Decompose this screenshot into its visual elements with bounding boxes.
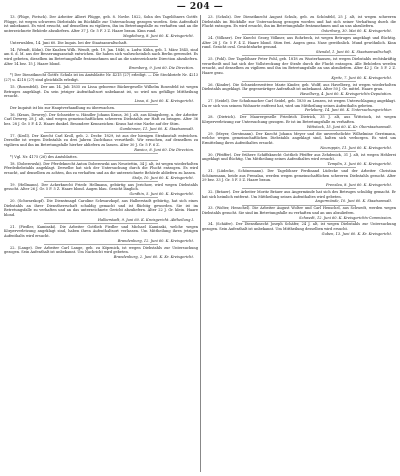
notice-signature: Rawicz, 8. Juni 60. Die Direction. (134, 147, 194, 152)
notice-entry (4, 155, 198, 160)
notice-entry (4, 73, 198, 82)
notice-text: *) Der Dienstknecht Gottfr. Schulz ist im Amtsblatte Nr. 4215 (27) erledigt. — Die Steckbriefe Nr. 4213 (27) u. 4218 (27) sind gleichfalls erledigt. (4, 73, 198, 82)
notice-text: 22. (Lange). Der Arbeiter Carl Lange, geb. zu Köpenick, ist wegen Diebstahls zur Untersuchung gezogen. Sein Aufenthalt ist unbekannt. Um Nachricht wird gebeten. (4, 245, 198, 255)
notice-text: 19. (Hellmann). Der Ackerknecht Friedr. Hellmann, gebürtig aus Jerichow, wird wegen Diebstahls gesucht. Alter 26 J. Gr. 5 F. 5 Z. Haare blond. Augen blau. Gesicht länglich. (4, 182, 198, 192)
notice-signature: Templin, 3. Juni 60. K. Kreisgericht. (327, 162, 392, 166)
notice-signature: Genthin, 5. Juni 60. K. Kreisgericht. (129, 192, 194, 197)
notice-entry (202, 57, 396, 81)
notice-entry (4, 15, 198, 39)
column-right (202, 15, 396, 472)
notice-signature: Gumbinnen, 11. Juni 60. K. Staatsanwalt. (119, 126, 194, 131)
notice-entry (202, 153, 396, 167)
notice-signature: Brandenburg, 12. Juni 60. K. Kreisgericht. (117, 238, 194, 243)
notice-text: 31. (Lüdecke, Schönemann). Der Tagelöhner Ferdinand Lüdecke und der Arbeiter Christian Schönemann, beide aus Prenzlau, werden wegen gemeinschaftlichen schweren Diebstahls gesucht. Alter 29 bez. 33 J. Gr. 5 F. 5 Z. Haare braun. (202, 168, 396, 183)
notice-entry (202, 115, 396, 129)
notice-signature: Kyritz, 7. Juni 60. K. Kreisgericht. (331, 75, 392, 80)
notice-text: 17. (Kroll). Der Knecht Carl Kroll, geb. 2. Decbr. 1829, ist aus der hiesigen Strafanstalt entwichen. Derselbe ist wegen Diebstahls zu drei Jahren Zuchthaus verurtheilt. Wir ersuchen, auf denselben zu vigiliren und ihn im Betretungsfalle hierher abliefern zu lassen. Alter 30 J. Gr. 5 F. 6 Z. (4, 133, 198, 148)
notice-signature: Schwedt, 12. Juni 60. K. Kreisgerichts-Commission. (299, 215, 392, 220)
notice-signature: Stendal, 1. Juni 60. K. Staatsanwaltschaft. (316, 50, 392, 55)
notice-text: 33. (Wolter, Henschel). Die Arbeiter August Wolter und Carl Henschel, aus Schwedt, werden wegen Diebstahls gesucht. Sie sind im Betretungsfalle zu verhaften und an uns abzuliefern. (202, 206, 396, 215)
notice-entry (4, 85, 198, 104)
notice-entry (202, 206, 396, 220)
notice-text: Unterwalden, 14. Juni 60. Die Inquis. bei der Staatsanwaltschaft. (10, 40, 128, 45)
notice-signature: Magdeburg, 8. Juni 60. K. Kreisgericht. (122, 33, 194, 38)
notice-text: 26. (Kinder). Die Schneiderswittwe Marie Kinder, geb. Wolff, aus Havelberg, ist wegen wiederholten Diebstahls angeklagt. Ihr gegenwärtiger Aufenthalt ist unbekannt. Alter 50 J. Gr. mittel. Haare grau. (202, 82, 396, 92)
notice-signature: Brandenburg, 2. Juni 60. K. Kr. Kreisgericht. (113, 255, 194, 260)
notice-text: 34. (Schäfer). Der Dienstknecht Joseph Schäfer, 24 J. alt, ist wegen Diebstahls zur Untersuchung gezogen. Sein Aufenthalt ist unbekannt. Um Mittheilung desselben wird ersucht. (202, 222, 396, 232)
notice-entry (4, 225, 198, 244)
notice-entry (4, 162, 198, 181)
notice-entry (202, 169, 396, 188)
notice-text: 13. (Plüge, Pietsch). Der Arbeiter Albert Plügge, geb. 8. Novbr. 1822, Sohn des Tagelöhners Gottfr. Plügge, ist wegen schweren Diebstahls im Rückfalle zur Untersuchung gezogen worden. Sein Aufenthalt ist unbekannt. Es wird ersucht, auf denselben zu vigiliren, ihn im Betretungsfalle zu verhaften und an die unterzeichnete Behörde abzuliefern. Alter 37 J. Gr. 5 F. 3 Z. Haare braun. Kinn rund. (4, 15, 198, 34)
notice-signature: Havelberg, 4. Juni 60. K. Kreisgerichts-Deputation. (300, 92, 392, 97)
notice-entry (202, 190, 396, 204)
notice-signature: Perleberg, 14. Juni 60. K. Untersuchungsrichter. (304, 108, 392, 113)
notice-entry (202, 132, 396, 151)
notice-entry (202, 15, 396, 34)
notice-text: *) Vgl. Nr. 4175 (26) des Amtsblattes. (10, 154, 78, 159)
notice-signature: Angermünde, 10. Juni 60. K. Staatsanwalt. (315, 199, 392, 204)
column-left (4, 15, 198, 472)
notice-entry (4, 106, 198, 111)
notice-signature: Lissa, 6. Juni 60. K. Kreisgericht. (134, 99, 194, 103)
notice-text: 25. (Pohl). Der Tagelöhner Peter Pohl, geb. 1818 zu Wusterhausen, ist wegen Diebstahls rechtskräftig verurtheilt und hat sich der Vollstreckung der Strafe durch die Flucht entzogen. Alle Behörden werden ersucht, auf denselben zu vigiliren und ihn im Betretungsfalle an uns abzuliefern. Alter 42 J. Gr. 5 F. 2 Z. Haare grau. (202, 57, 396, 76)
notice-text: 32. (Bräuer). Der Arbeiter Moritz Bräuer aus Angermünde hat sich des Betruges schuldig gemacht. Er hat sich heimlich entfernt. Um Mittheilung seines Aufenthaltes wird gebeten. (202, 189, 396, 199)
notice-entry (202, 36, 396, 55)
notice-signature: Prenzlau, 8. Juni 60. K. Kreisgericht. (326, 183, 392, 187)
notice-entry (4, 113, 198, 132)
notice-text: 30. (Pfeiffer). Der frühere Schiffsknecht Gottlieb Pfeiffer aus Zehdenick, 31 J. alt, ist wegen Hehlerei angeklagt und flüchtig. Um Mittheilung seines Aufenthaltes wird ersucht. (202, 152, 396, 162)
notice-signature: Osterburg, 30. Mai 60. K. Kreisgericht. (321, 29, 392, 34)
notice-signature: Bromberg, 9. Juni 60. Die Direction. (129, 66, 194, 71)
notice-text: Der Inquisit ist bis zur Hauptverhandlung zu überwachen. (10, 105, 116, 110)
page-number: — 204 — (176, 2, 224, 12)
notice-entry (202, 83, 396, 97)
notice-text: 28. (Dietrich). Der Maurergeselle Friedrich Dietrich, 35 J. alt, aus Wittstock, ist wegen Körperverletzung zur Untersuchung gezogen. Er ist im Betretungsfalle zu verhaften. (202, 115, 396, 124)
notice-entry (202, 99, 396, 113)
notice-entry (4, 199, 198, 223)
notice-text: 27. (Seidel). Der Schuhmacher Carl Seidel, geb. 1830 zu Lenzen, ist wegen Unterschlagung angeklagt. Da er sich von seinem Wohnorte entfernt hat, wird um Mittheilung seines Aufenthalts gebeten. (202, 99, 396, 108)
notice-signature: Wittstock, 15. Juni 60. K. Kr. Oberstaatsanwalt. (306, 124, 392, 129)
notice-entry (4, 41, 198, 46)
notice-signature: Halberstadt, 9. Juni 60. K. Kreisgericht. Abtheilung I. (97, 217, 194, 222)
notice-text: 29. (Meyer, Gerstmann). Der Knecht Johann Meyer und die unverehelichte Wilhelmine Gerstmann, welche wegen gemeinschaftlichen Diebstahls angeklagt sind, halten sich verborgen. Es wird um Ermittelung ihres Aufenthaltes ersucht. (202, 131, 396, 145)
notice-text: 21. (Fiedler, Kaminski). Die Arbeiter Gottlieb Fiedler und Michael Kaminski, welche wegen Körperverletzung angeklagt sind, haben ihren Aufenthaltsort verlassen. Um Mittheilung ihres jetzigen Aufenthalts wird ersucht. (4, 224, 198, 239)
columns (4, 15, 396, 472)
notice-entry (4, 134, 198, 153)
notice-text: 16. (Kraus, Dewrey). Der Schneider u. Händler Johann Kraus, 36 J. alt, aus Königsberg, u. der Arbeiter Carl Dewrey, 28 J. alt, sind wegen gemeinschaftlichen schweren Diebstahls zur Haft zu bringen. Alter 36 bez. 28 J. Gr. 5 F. 4 Z. Haare dunkel. Besondere Kennzeichen: Kraus hat eine Narbe auf der Stirn. (4, 112, 198, 127)
notice-text: 14. (Wendt, Kühn). Die Knaben Wilh. Wendt, geb. 19. Jan. 1846, u. Ludw. Kühn, geb. 1. März 1845, sind am 6. d. M. aus der Besserungsanstalt entwichen. Sie haben sich wahrscheinlich nach Berlin gewendet. Es wird gebeten, dieselben im Betretungsfalle festzunehmen und an die unterzeichnete Direction abzuliefern. Alter 14 bez. 15 J. Haare blond. (4, 47, 198, 66)
notice-text: 18. (Doberowski). Der Pferdeknecht Anton Doberowski aus Neustettin, 34 J. alt, ist wegen wiederholten Pferdediebstahls angeklagt. Derselbe hat sich der Untersuchung durch die Flucht entzogen. Es wird ersucht, auf denselben zu achten, ihn zu verhaften und an die unterzeichnete Behörde abliefern zu lassen. (4, 161, 198, 176)
notice-text: 24. (Völkner). Der Knecht Georg Völkner, aus Rohrbeck, ist wegen Betruges angeklagt und flüchtig. Alter 28 J. Gr. 5 F. 4 Z. Haare blond. Stirn frei. Augen grau. Nase gewöhnlich. Mund gewöhnlich. Kinn rund. Gesicht oval. Gesichtsfarbe gesund. (202, 36, 396, 50)
notice-entry (4, 48, 198, 72)
notice-entry (4, 246, 198, 260)
notice-signature: Guben, 13. Juni 60. K. Kr. Kreisgericht. (321, 231, 392, 236)
column-divider (200, 15, 201, 472)
notice-entry (4, 183, 198, 197)
notice-entry (202, 222, 396, 236)
notice-signature: Neuruppin, 11. Juni 60. K. Kreisgericht. (320, 145, 392, 150)
notice-text: 15. (Rosenfeld). Der am 14. Juli 1835 zu Lissa geborene Bäckergeselle Wilhelm Rosenfeld ist wegen Betruges angeklagt. Da sein jetziger Aufenthaltsort unbekannt ist, so wird um gefällige Mittheilung ersucht. (4, 84, 198, 99)
notice-text: 23. (Schulz). Der Dienstknecht August Schulz, geb. zu Schönfeld, 25 J. alt, ist wegen schweren Diebstahls im Rückfalle zur Untersuchung gezogen worden und hat sich seiner Verhaftung durch die Flucht entzogen. Es wird ersucht, ihn im Betretungsfalle festzunehmen und an uns abzuliefern. (202, 15, 396, 29)
notice-text: 20. (Schwarzkopf). Die Dienstmagd Caroline Schwarzkopf, aus Halberstadt gebürtig, hat sich eines Diebstahls an ihrer Dienstherrschaft schuldig gemacht und ist flüchtig geworden. Sie ist im Betretungsfalle zu verhaften und an das unterzeichnete Gericht abzuliefern. Alter 22 J. Gr. klein. Haare blond. (4, 198, 198, 218)
notice-signature: Stolp, 10. Juni 60. K. Kreisgericht. (132, 175, 194, 180)
